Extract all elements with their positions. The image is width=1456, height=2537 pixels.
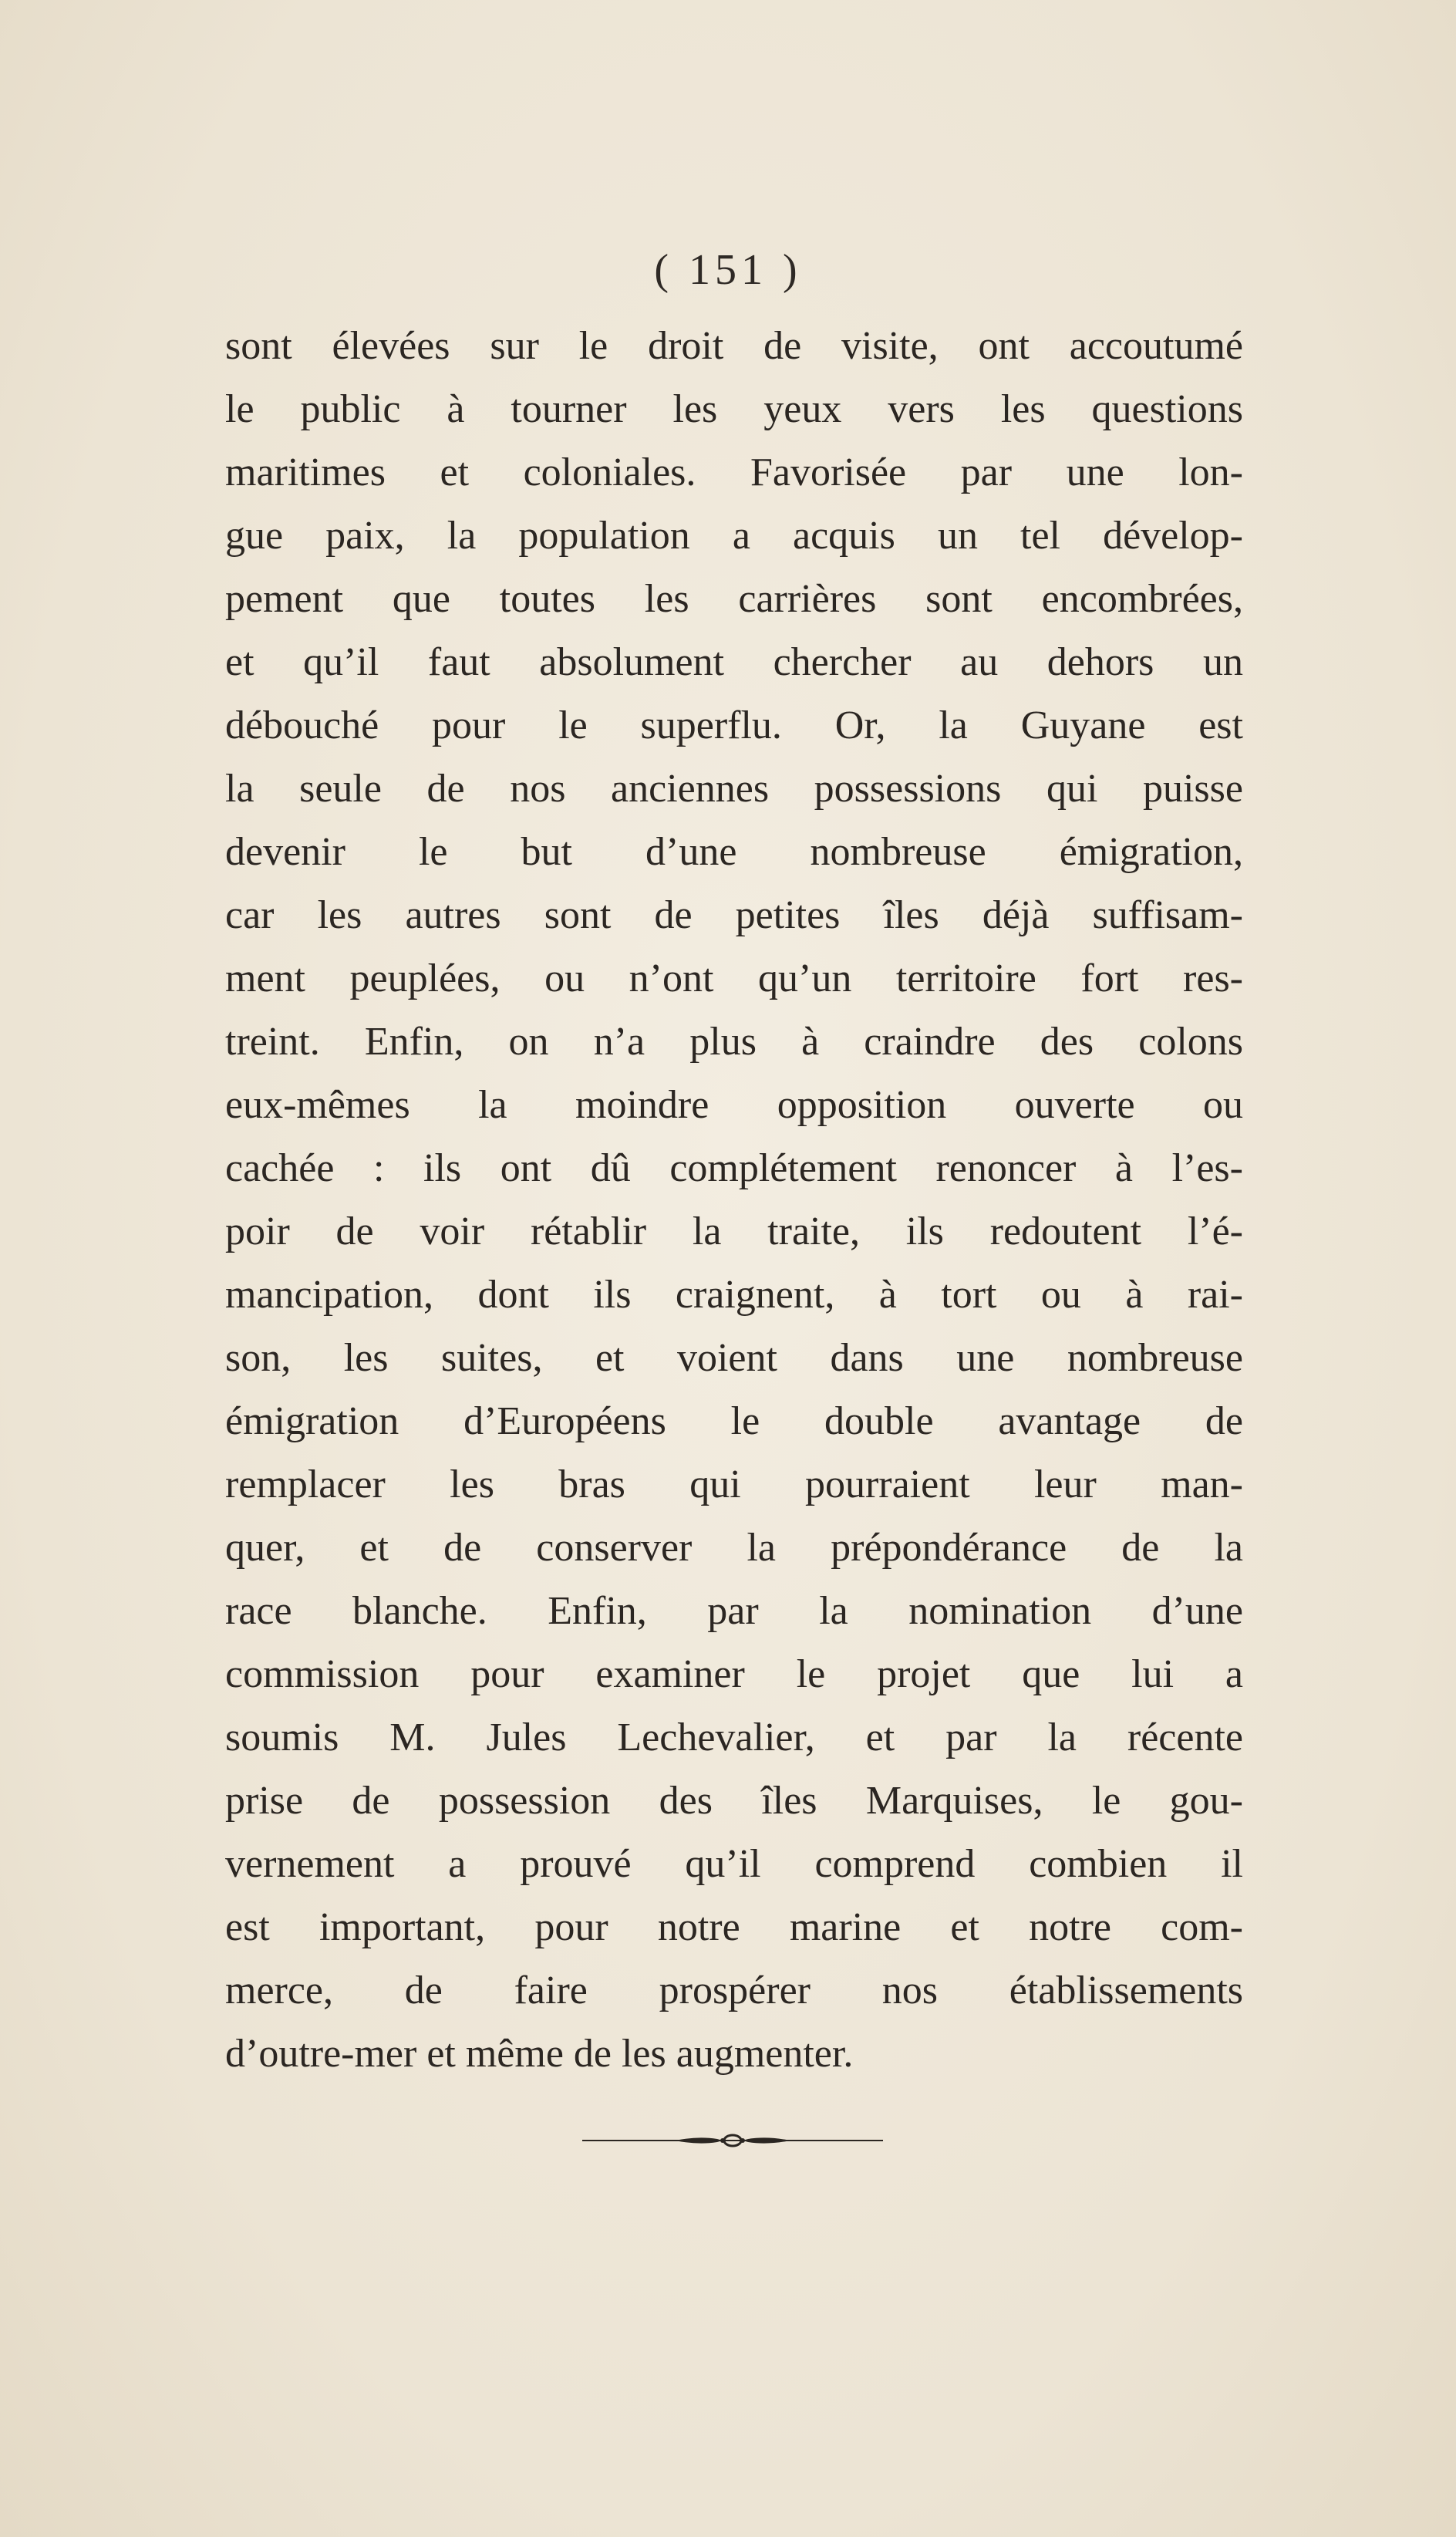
- text-line: ment peuplées, ou n’ont qu’un territoire fort res-: [225, 956, 1243, 1000]
- text-line: émigration d’Européens le double avantage de: [225, 1399, 1243, 1443]
- text-line: sont élevées sur le droit de visite, ont accoutumé: [225, 324, 1243, 368]
- text-line: gue paix, la population a acquis un tel dévelop-: [225, 514, 1243, 558]
- body-text: [225, 315, 1243, 2086]
- text-line: pement que toutes les carrières sont encombrées,: [225, 577, 1243, 621]
- text-line: devenir le but d’une nombreuse émigration,: [225, 830, 1243, 874]
- decorative-rule-icon: [582, 2129, 883, 2152]
- page-number: ( 151 ): [654, 246, 802, 294]
- text-line: son, les suites, et voient dans une nombreuse: [225, 1336, 1243, 1380]
- text-line: cachée : ils ont dû complétement renoncer à l’es-: [225, 1146, 1243, 1190]
- text-line: car les autres sont de petites îles déjà suffisam-: [225, 893, 1243, 937]
- text-line: merce, de faire prospérer nos établissements: [225, 1969, 1243, 2012]
- text-line: quer, et de conserver la prépondérance de la: [225, 1526, 1243, 1570]
- text-line: race blanche. Enfin, par la nomination d’une: [225, 1589, 1243, 1633]
- text-line: poir de voir rétablir la traite, ils redoutent l’é-: [225, 1209, 1243, 1253]
- text-line: d’outre-mer et même de les augmenter.: [225, 2032, 854, 2076]
- text-line: prise de possession des îles Marquises, le gou-: [225, 1779, 1243, 1823]
- text-line: soumis M. Jules Lechevalier, et par la récente: [225, 1716, 1243, 1759]
- text-line: le public à tourner les yeux vers les questions: [225, 387, 1243, 431]
- text-line: et qu’il faut absolument chercher au dehors un: [225, 640, 1243, 684]
- text-line: treint. Enfin, on n’a plus à craindre des colons: [225, 1020, 1243, 1064]
- text-line: vernement a prouvé qu’il comprend combien il: [225, 1842, 1243, 1886]
- text-line: mancipation, dont ils craignent, à tort ou à rai-: [225, 1273, 1243, 1317]
- text-line: maritimes et coloniales. Favorisée par une lon-: [225, 450, 1243, 494]
- text-line: eux-mêmes la moindre opposition ouverte ou: [225, 1083, 1243, 1127]
- text-line: la seule de nos anciennes possessions qui puisse: [225, 767, 1243, 811]
- text-line: remplacer les bras qui pourraient leur man-: [225, 1462, 1243, 1506]
- text-line: commission pour examiner le projet que lui a: [225, 1652, 1243, 1696]
- text-line: débouché pour le superflu. Or, la Guyane est: [225, 703, 1243, 747]
- text-line: est important, pour notre marine et notre com-: [225, 1905, 1243, 1949]
